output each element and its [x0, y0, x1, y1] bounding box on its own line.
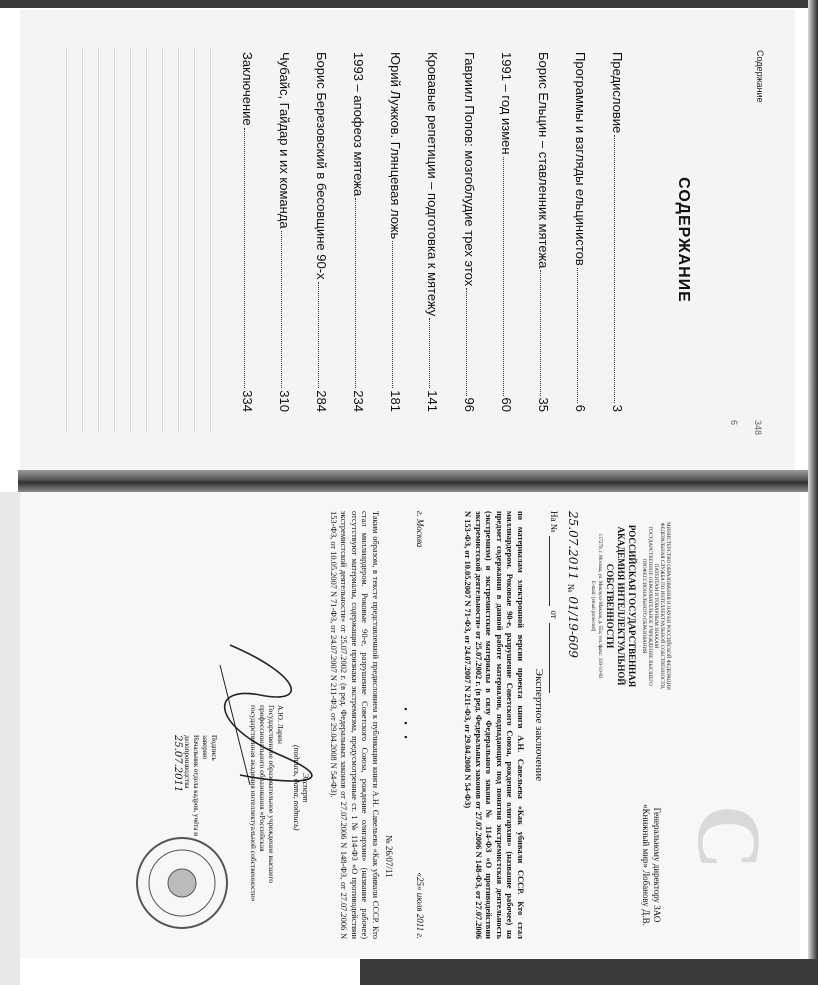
toc-item-page: 3 — [610, 404, 625, 412]
toc-item-title: Борис Березовский в бесовщине 90-х — [314, 52, 329, 280]
toc-item-page: 284 — [314, 390, 329, 412]
toc-title: СОДЕРЖАНИЕ — [675, 177, 692, 303]
toc-leader — [466, 288, 467, 395]
toc-item-page: 234 — [351, 390, 366, 412]
blank-line — [549, 623, 560, 693]
toc-leader — [392, 241, 393, 388]
registration — [549, 511, 580, 701]
toc-item-title: Предисловие — [610, 52, 625, 134]
org-email: E-mail: [email protected] — [590, 580, 595, 632]
toc-item-page: 141 — [425, 390, 440, 412]
expert-conclusion-page — [20, 492, 800, 958]
toc-content — [37, 40, 777, 440]
org-address: 117279, г. Москва, ул. Миклухо-Маклая, д. 55а; тел./факс: 330-10-83 — [597, 533, 602, 679]
toc-item — [240, 52, 277, 412]
watermark: С — [679, 805, 778, 870]
doc-subject: по материалам электронной версии проекта книги А.Н. Савельева «Как убивали СССР. Кто стал миллиардером. Роковые 90-е, разрушение Советского Союза, рождение олигархии» (название рабочее) на предмет содержания в данной работе материалов, подпадающих под понятия экстремистская деятельность (экстремизм) и экстремистские материалы в силу Федерального закона № 114-ФЗ «О противодействии экстремистской деятельности» от 25.07.2002 г. (в ред. Федеральных законов от 27.07.2006 N 148-ФЗ, от 27.07.2006 N 153-ФЗ, от 10.05.2007 N 71-ФЗ, от 24.07.2007 N 211-ФЗ, от 29.04.2008 N 54-ФЗ) — [463, 511, 525, 939]
verified-label: заверяю — [201, 735, 209, 760]
toc-item — [573, 52, 610, 412]
blank-line — [549, 536, 560, 606]
toc-item-title: Юрий Лужков. Глянцевая ложь — [388, 52, 403, 240]
toc-item — [388, 52, 425, 412]
toc-leader — [244, 128, 245, 389]
bleed-through-text — [47, 40, 217, 440]
running-header: Содержание — [755, 50, 765, 103]
expert-block — [292, 745, 310, 831]
toc-item-page: 181 — [388, 390, 403, 412]
doc-title: Экспертное заключение — [533, 668, 545, 782]
toc-page — [20, 10, 795, 470]
scan-left-margin — [0, 492, 20, 985]
addressee: Генеральному директору ЗАО «Книжный мир» Лобанову Д.В. — [641, 804, 662, 926]
expert-name: А.Ю. Ларин — [276, 705, 285, 744]
toc-item-page: 310 — [277, 390, 292, 412]
toc-leader — [318, 282, 319, 389]
expert-details — [249, 705, 285, 905]
toc-item-title: Борис Ельцин – ставленник мятежа — [536, 52, 551, 269]
toc-leader — [503, 157, 504, 396]
toc-item-page: 60 — [499, 397, 514, 412]
toc-item-page: 6 — [573, 404, 588, 412]
toc-leader — [614, 135, 615, 403]
conclusion-text: Таким образом, в тексте представленной предисловием к публикации книги А.Н. Савельева «Как убивали СССР. Кто стал миллиардером. Роковые 90-е, разрушение Советского Союза, рождение олигархии» (название рабочее) отсутствуют материалы, содержащие признаки экстремизма, предусмотренные ст. 1 № 114-ФЗ «О противодействии экстремистской деятельности» от 25.07.2002 г. (в ред. Федеральных законов от 27.07.2006 N 148-ФЗ, от 27.07.2006 N 153-ФЗ, от 10.05.2007 N 71-ФЗ, от 24.07.2007 N 211-ФЗ, от 29.04.2008 N 54-ФЗ). — [329, 511, 380, 939]
side-number: 348 — [753, 420, 763, 436]
toc-item-title: Чубайс, Гайдар и их команда — [277, 52, 292, 229]
scan-bottom-edge — [360, 959, 818, 985]
toc-item-title: Гавриил Попов: мозгоблудие трех этох — [462, 52, 477, 287]
toc-item-page: 35 — [536, 397, 551, 412]
separator-dots: • • • — [399, 707, 410, 743]
toc-leader — [281, 231, 282, 389]
toc-item — [462, 52, 499, 412]
toc-leader — [577, 268, 578, 403]
city: г. Москва — [415, 511, 425, 548]
scan-right-edge — [808, 0, 818, 985]
toc-item — [499, 52, 536, 412]
toc-leader — [429, 318, 430, 388]
reg-date: 25.07.2011 — [566, 511, 580, 580]
toc-leader — [355, 198, 356, 388]
side-number: 6 — [729, 420, 739, 426]
hr-date: 25.07.2011 — [172, 735, 183, 793]
toc-item — [314, 52, 351, 412]
toc-item-page: 96 — [462, 397, 477, 412]
toc-item — [536, 52, 573, 412]
org-header: МИНИСТЕРСТВО ОБРАЗОВАНИЯ И НАУКИ РОССИЙСКОЙ ФЕДЕРАЦИИ ФЕДЕРАЛЬНАЯ СЛУЖБА ПО ИНТЕЛЛЕКТУАЛЬНОЙ СОБСТВЕННОСТИ, ПАТЕНТАМ И ТОВАРНЫМ ЗНАКАМ — [653, 522, 670, 690]
reg-no-label: № — [566, 583, 576, 593]
toc-item — [610, 52, 647, 412]
toc-item-title: Программы и взгляды ельцинистов — [573, 52, 588, 266]
expert-label: Эксперт — [301, 773, 310, 803]
book-spine — [18, 470, 808, 492]
scan-top-edge — [0, 0, 818, 8]
toc-item-title: Заключение — [240, 52, 255, 126]
reg-from-label: от — [549, 610, 559, 619]
toc-item — [351, 52, 388, 412]
ref-number: № 26/07/11 — [384, 835, 394, 878]
toc-item-title: 1993 – апофеоз мятежа — [351, 52, 366, 197]
hr-title: Начальник отдела кадров, учёта и делопроизводства — [183, 735, 200, 836]
seal-stamp-icon — [134, 835, 230, 931]
toc-item — [425, 52, 462, 412]
expert-caption: (подпись, дата, подпись) — [292, 745, 301, 831]
letterhead — [549, 511, 670, 701]
expert-org: Государственное образовательное учреждение высшего профессионального образования «Российская государственная академия интеллектуальной собственности» — [249, 705, 276, 902]
date-text: «25» июля 2011 г. — [415, 872, 425, 939]
toc-leader — [540, 270, 541, 395]
org-subheader: ГОСУДАРСТВЕННОЕ ОБРАЗОВАТЕЛЬНОЕ УЧРЕЖДЕНИЕ ВЫСШЕГО ПРОФЕССИОНАЛЬНОГО ОБРАЗОВАНИЯ — [641, 526, 652, 686]
org-name: РОССИЙСКАЯ ГОСУДАРСТВЕННАЯ АКАДЕМИЯ ИНТЕЛЛЕКТУАЛЬНОЙ СОБСТВЕННОСТИ — [605, 524, 637, 688]
toc-list — [240, 52, 647, 412]
page-numbers — [729, 420, 777, 438]
place-date-row — [415, 511, 425, 939]
toc-item-page: 334 — [240, 390, 255, 412]
reg-on-label: На № — [549, 511, 559, 533]
toc-item-title: 1991 – год измен — [499, 52, 514, 155]
reg-number: 01/19-609 — [566, 596, 580, 658]
signature-label: Подпись — [210, 735, 218, 761]
toc-item-title: Кровавые репетиции – подготовка к мятежу — [425, 52, 440, 317]
doc-content — [30, 505, 790, 945]
toc-item — [277, 52, 314, 412]
